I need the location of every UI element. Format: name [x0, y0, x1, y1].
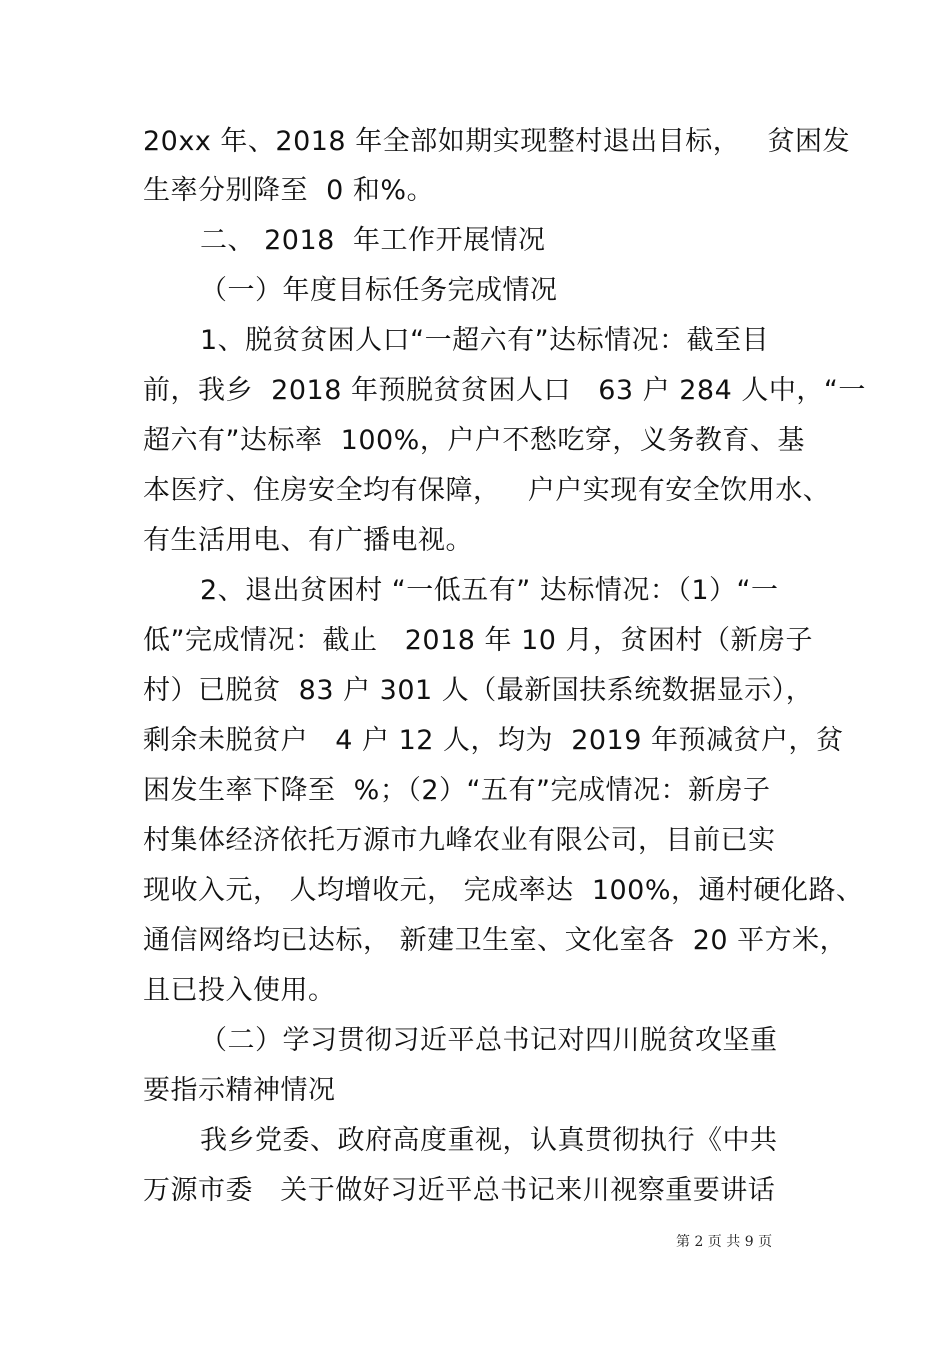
text-line: 低”完成情况：截止 2018 年 10 月，贫困村（新房子 [143, 625, 814, 656]
page-number-footer: 第 2 页 共 9 页 [676, 1234, 773, 1250]
text-line: 本医疗、住房安全均有保障， 户户实现有安全饮用水、 [143, 475, 831, 506]
subsection-heading: （一）年度目标任务完成情况 [200, 275, 558, 306]
text-line: 2、退出贫困村 “一低五有” 达标情况：（1）“一 [200, 575, 779, 606]
section-heading: 二、 2018 年工作开展情况 [200, 225, 546, 256]
text-line: 20xx 年、2018 年全部如期实现整村退出目标， 贫困发 [143, 126, 850, 157]
text-line: 村集体经济依托万源市九峰农业有限公司，目前已实 [143, 825, 776, 856]
text-line: 村）已脱贫 83 户 301 人（最新国扶系统数据显示）， [143, 675, 814, 706]
text-line: 现收入元， 人均增收元， 完成率达 100%，通村硬化路、 [143, 875, 864, 906]
subsection-heading: 要指示精神情况 [143, 1075, 336, 1106]
text-line: 困发生率下降至 %；（2）“五有”完成情况：新房子 [143, 775, 771, 806]
text-line: 前，我乡 2018 年预脱贫贫困人口 63 户 284 人中，“一 [143, 375, 866, 406]
text-line: 生率分别降至 0 和%。 [143, 175, 435, 206]
text-line: 剩余未脱贫户 4 户 12 人，均为 2019 年预减贫户，贫 [143, 725, 844, 756]
text-line: 我乡党委、政府高度重视，认真贯彻执行《中共 [200, 1125, 778, 1156]
text-line: 通信网络均已达标， 新建卫生室、文化室各 20 平方米， [143, 925, 848, 956]
text-line: 且已投入使用。 [143, 975, 336, 1006]
text-line: 1、脱贫贫困人口“一超六有”达标情况：截至目 [200, 325, 770, 356]
text-line: 超六有”达标率 100%，户户不愁吃穿，义务教育、基 [143, 425, 805, 456]
subsection-heading: （二）学习贯彻习近平总书记对四川脱贫攻坚重 [200, 1025, 778, 1056]
text-line: 万源市委 关于做好习近平总书记来川视察重要讲话 [143, 1175, 776, 1206]
text-line: 有生活用电、有广播电视。 [143, 525, 473, 556]
